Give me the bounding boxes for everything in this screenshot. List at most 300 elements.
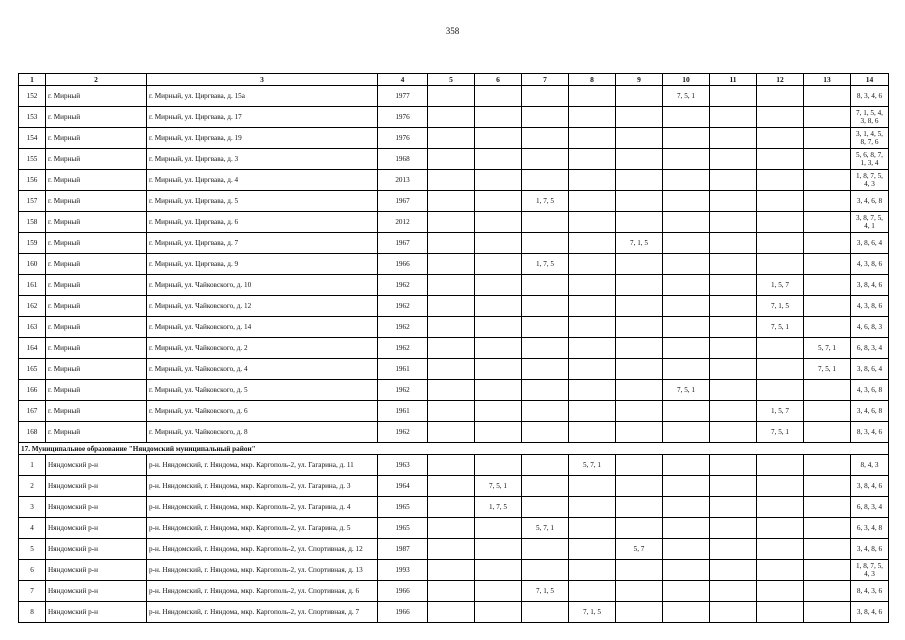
- value-cell-col-7: 5, 7, 1: [522, 518, 569, 539]
- address-cell: г. Мирный, ул. Циргвава, д. 7: [147, 233, 378, 254]
- table-row: [19, 422, 889, 443]
- address-cell: г. Мирный, ул. Циргвава, д. 6: [147, 212, 378, 233]
- value-cell-col-9: [616, 275, 663, 296]
- value-cell-col-5: [428, 560, 475, 581]
- column-header: 5: [428, 74, 475, 86]
- value-cell-col-7: [522, 233, 569, 254]
- value-cell-col-12: [757, 338, 804, 359]
- row-number: 167: [19, 401, 46, 422]
- value-cell-col-11: [710, 296, 757, 317]
- settlement-cell: г. Мирный: [46, 296, 147, 317]
- value-cell-col-8: [569, 539, 616, 560]
- row-number: 159: [19, 233, 46, 254]
- settlement-cell: г. Мирный: [46, 254, 147, 275]
- year-cell: 1961: [378, 401, 428, 422]
- settlement-cell: г. Мирный: [46, 422, 147, 443]
- value-cell-col-8: [569, 107, 616, 128]
- year-cell: 1967: [378, 191, 428, 212]
- value-cell-col-5: [428, 476, 475, 497]
- value-cell-col-14: 4, 3, 8, 6: [851, 254, 889, 275]
- value-cell-col-9: [616, 191, 663, 212]
- address-cell: г. Мирный, ул. Циргвава, д. 17: [147, 107, 378, 128]
- value-cell-col-6: [475, 317, 522, 338]
- value-cell-col-5: [428, 149, 475, 170]
- value-cell-col-5: [428, 191, 475, 212]
- value-cell-col-12: [757, 212, 804, 233]
- table-row: [19, 191, 889, 212]
- value-cell-col-12: [757, 359, 804, 380]
- column-header: 4: [378, 74, 428, 86]
- value-cell-col-6: [475, 359, 522, 380]
- value-cell-col-9: [616, 401, 663, 422]
- value-cell-col-14: 6, 3, 4, 8: [851, 518, 889, 539]
- value-cell-col-13: [804, 560, 851, 581]
- value-cell-col-7: [522, 128, 569, 149]
- value-cell-col-9: [616, 518, 663, 539]
- value-cell-col-7: 7, 1, 5: [522, 581, 569, 602]
- value-cell-col-12: [757, 476, 804, 497]
- value-cell-col-13: [804, 602, 851, 623]
- year-cell: 1977: [378, 86, 428, 107]
- value-cell-col-10: [663, 338, 710, 359]
- value-cell-col-5: [428, 380, 475, 401]
- value-cell-col-10: [663, 602, 710, 623]
- value-cell-col-6: [475, 86, 522, 107]
- year-cell: 1962: [378, 380, 428, 401]
- address-cell: г. Мирный, ул. Циргвава, д. 15а: [147, 86, 378, 107]
- row-number: 158: [19, 212, 46, 233]
- row-number: 2: [19, 476, 46, 497]
- address-cell: г. Мирный, ул. Чайковского, д. 14: [147, 317, 378, 338]
- value-cell-col-5: [428, 338, 475, 359]
- address-cell: р-н. Няндомский, г. Няндома, мкр. Каргополь-2, ул. Гагарина, д. 3: [147, 476, 378, 497]
- value-cell-col-7: [522, 212, 569, 233]
- value-cell-col-11: [710, 128, 757, 149]
- value-cell-col-9: [616, 497, 663, 518]
- value-cell-col-13: [804, 296, 851, 317]
- table-row: [19, 254, 889, 275]
- value-cell-col-6: [475, 149, 522, 170]
- address-cell: г. Мирный, ул. Чайковского, д. 8: [147, 422, 378, 443]
- year-cell: 1962: [378, 296, 428, 317]
- year-cell: 1966: [378, 602, 428, 623]
- value-cell-col-12: 7, 1, 5: [757, 296, 804, 317]
- value-cell-col-14: 3, 8, 6, 4: [851, 233, 889, 254]
- value-cell-col-14: 8, 4, 3, 6: [851, 581, 889, 602]
- value-cell-col-14: 3, 1, 4, 5, 8, 7, 6: [851, 128, 889, 149]
- value-cell-col-13: [804, 170, 851, 191]
- row-number: 5: [19, 539, 46, 560]
- table-row: [19, 560, 889, 581]
- value-cell-col-12: [757, 602, 804, 623]
- row-number: 166: [19, 380, 46, 401]
- value-cell-col-7: [522, 401, 569, 422]
- value-cell-col-8: [569, 401, 616, 422]
- table-row: [19, 455, 889, 476]
- table-row: [19, 476, 889, 497]
- value-cell-col-11: [710, 602, 757, 623]
- value-cell-col-8: [569, 422, 616, 443]
- address-cell: р-н. Няндомский, г. Няндома, мкр. Каргополь-2, ул. Спортивная, д. 6: [147, 581, 378, 602]
- value-cell-col-9: [616, 422, 663, 443]
- row-number: 154: [19, 128, 46, 149]
- value-cell-col-11: [710, 380, 757, 401]
- value-cell-col-7: [522, 296, 569, 317]
- value-cell-col-12: 7, 5, 1: [757, 317, 804, 338]
- value-cell-col-6: [475, 191, 522, 212]
- row-number: 168: [19, 422, 46, 443]
- settlement-cell: г. Мирный: [46, 233, 147, 254]
- value-cell-col-6: [475, 107, 522, 128]
- value-cell-col-10: [663, 107, 710, 128]
- value-cell-col-5: [428, 296, 475, 317]
- column-header: 11: [710, 74, 757, 86]
- value-cell-col-8: [569, 581, 616, 602]
- value-cell-col-7: [522, 275, 569, 296]
- table-row: [19, 128, 889, 149]
- row-number: 153: [19, 107, 46, 128]
- value-cell-col-14: 1, 8, 7, 5, 4, 3: [851, 170, 889, 191]
- value-cell-col-11: [710, 359, 757, 380]
- table-row: [19, 581, 889, 602]
- value-cell-col-14: 4, 3, 8, 6: [851, 296, 889, 317]
- year-cell: 1962: [378, 317, 428, 338]
- value-cell-col-13: [804, 149, 851, 170]
- settlement-cell: Няндомский р-н: [46, 539, 147, 560]
- year-cell: 1966: [378, 581, 428, 602]
- table-row: [19, 296, 889, 317]
- value-cell-col-11: [710, 422, 757, 443]
- value-cell-col-12: [757, 539, 804, 560]
- value-cell-col-10: [663, 401, 710, 422]
- value-cell-col-7: [522, 359, 569, 380]
- value-cell-col-5: [428, 233, 475, 254]
- column-header: 10: [663, 74, 710, 86]
- year-cell: 1962: [378, 422, 428, 443]
- value-cell-col-10: [663, 212, 710, 233]
- value-cell-col-5: [428, 581, 475, 602]
- value-cell-col-8: [569, 380, 616, 401]
- value-cell-col-8: [569, 275, 616, 296]
- value-cell-col-13: [804, 497, 851, 518]
- value-cell-col-10: [663, 560, 710, 581]
- settlement-cell: Няндомский р-н: [46, 476, 147, 497]
- column-header: 1: [19, 74, 46, 86]
- value-cell-col-9: [616, 380, 663, 401]
- column-header: 9: [616, 74, 663, 86]
- address-cell: г. Мирный, ул. Циргвава, д. 3: [147, 149, 378, 170]
- settlement-cell: г. Мирный: [46, 149, 147, 170]
- value-cell-col-6: [475, 128, 522, 149]
- value-cell-col-11: [710, 86, 757, 107]
- value-cell-col-7: [522, 149, 569, 170]
- value-cell-col-6: [475, 380, 522, 401]
- year-cell: 1961: [378, 359, 428, 380]
- value-cell-col-10: 7, 5, 1: [663, 380, 710, 401]
- year-cell: 1976: [378, 128, 428, 149]
- settlement-cell: г. Мирный: [46, 128, 147, 149]
- value-cell-col-12: [757, 497, 804, 518]
- settlement-cell: г. Мирный: [46, 191, 147, 212]
- value-cell-col-12: [757, 86, 804, 107]
- value-cell-col-13: [804, 455, 851, 476]
- value-cell-col-9: [616, 560, 663, 581]
- year-cell: 2012: [378, 212, 428, 233]
- address-cell: г. Мирный, ул. Чайковского, д. 2: [147, 338, 378, 359]
- value-cell-col-9: [616, 359, 663, 380]
- value-cell-col-7: [522, 86, 569, 107]
- value-cell-col-7: [522, 317, 569, 338]
- value-cell-col-10: [663, 476, 710, 497]
- value-cell-col-10: [663, 128, 710, 149]
- value-cell-col-6: 7, 5, 1: [475, 476, 522, 497]
- address-cell: г. Мирный, ул. Циргвава, д. 19: [147, 128, 378, 149]
- value-cell-col-11: [710, 107, 757, 128]
- address-cell: р-н. Няндомский, г. Няндома, мкр. Каргополь-2, ул. Спортивная, д. 12: [147, 539, 378, 560]
- value-cell-col-11: [710, 518, 757, 539]
- table-row: [19, 380, 889, 401]
- value-cell-col-5: [428, 86, 475, 107]
- year-cell: 1962: [378, 275, 428, 296]
- value-cell-col-10: [663, 581, 710, 602]
- value-cell-col-12: [757, 581, 804, 602]
- value-cell-col-7: [522, 455, 569, 476]
- value-cell-col-9: [616, 455, 663, 476]
- value-cell-col-7: [522, 539, 569, 560]
- value-cell-col-10: [663, 275, 710, 296]
- value-cell-col-7: [522, 476, 569, 497]
- value-cell-col-7: [522, 380, 569, 401]
- value-cell-col-11: [710, 560, 757, 581]
- value-cell-col-10: [663, 191, 710, 212]
- table-row: [19, 233, 889, 254]
- column-header: 6: [475, 74, 522, 86]
- settlement-cell: г. Мирный: [46, 275, 147, 296]
- value-cell-col-14: 3, 8, 4, 6: [851, 602, 889, 623]
- settlement-cell: г. Мирный: [46, 359, 147, 380]
- row-number: 6: [19, 560, 46, 581]
- value-cell-col-10: [663, 539, 710, 560]
- year-cell: 1967: [378, 233, 428, 254]
- value-cell-col-13: [804, 317, 851, 338]
- value-cell-col-5: [428, 401, 475, 422]
- table-row: [19, 317, 889, 338]
- value-cell-col-14: 3, 4, 6, 8: [851, 401, 889, 422]
- year-cell: 1968: [378, 149, 428, 170]
- table-row: [19, 86, 889, 107]
- value-cell-col-6: [475, 275, 522, 296]
- value-cell-col-11: [710, 275, 757, 296]
- value-cell-col-12: [757, 170, 804, 191]
- settlement-cell: г. Мирный: [46, 212, 147, 233]
- value-cell-col-13: [804, 476, 851, 497]
- value-cell-col-10: [663, 149, 710, 170]
- column-header: 13: [804, 74, 851, 86]
- table-row: [19, 107, 889, 128]
- value-cell-col-9: 7, 1, 5: [616, 233, 663, 254]
- value-cell-col-13: [804, 212, 851, 233]
- value-cell-col-8: [569, 518, 616, 539]
- value-cell-col-14: 5, 6, 8, 7, 1, 3, 4: [851, 149, 889, 170]
- address-cell: г. Мирный, ул. Чайковского, д. 5: [147, 380, 378, 401]
- value-cell-col-11: [710, 254, 757, 275]
- settlement-cell: г. Мирный: [46, 107, 147, 128]
- data-table: [18, 73, 889, 623]
- column-header: 14: [851, 74, 889, 86]
- value-cell-col-9: 5, 7: [616, 539, 663, 560]
- value-cell-col-9: [616, 170, 663, 191]
- value-cell-col-8: [569, 476, 616, 497]
- address-cell: р-н. Няндомский, г. Няндома, мкр. Каргополь-2, ул. Гагарина, д. 4: [147, 497, 378, 518]
- value-cell-col-6: [475, 539, 522, 560]
- value-cell-col-6: 1, 7, 5: [475, 497, 522, 518]
- row-number: 3: [19, 497, 46, 518]
- row-number: 8: [19, 602, 46, 623]
- value-cell-col-7: [522, 422, 569, 443]
- section-row: [19, 443, 889, 455]
- value-cell-col-9: [616, 602, 663, 623]
- value-cell-col-14: 8, 4, 3: [851, 455, 889, 476]
- value-cell-col-5: [428, 455, 475, 476]
- value-cell-col-6: [475, 581, 522, 602]
- value-cell-col-10: [663, 518, 710, 539]
- address-cell: р-н. Няндомский, г. Няндома, мкр. Каргополь-2, ул. Спортивная, д. 13: [147, 560, 378, 581]
- year-cell: 1963: [378, 455, 428, 476]
- value-cell-col-5: [428, 254, 475, 275]
- row-number: 160: [19, 254, 46, 275]
- settlement-cell: Няндомский р-н: [46, 581, 147, 602]
- value-cell-col-8: [569, 254, 616, 275]
- value-cell-col-10: [663, 233, 710, 254]
- value-cell-col-14: 3, 8, 4, 6: [851, 275, 889, 296]
- year-cell: 1965: [378, 518, 428, 539]
- value-cell-col-8: [569, 359, 616, 380]
- value-cell-col-5: [428, 212, 475, 233]
- year-cell: 1976: [378, 107, 428, 128]
- column-header: 7: [522, 74, 569, 86]
- column-header: 12: [757, 74, 804, 86]
- header-row: [19, 74, 889, 86]
- value-cell-col-11: [710, 317, 757, 338]
- value-cell-col-6: [475, 296, 522, 317]
- value-cell-col-5: [428, 497, 475, 518]
- value-cell-col-5: [428, 128, 475, 149]
- value-cell-col-6: [475, 254, 522, 275]
- settlement-cell: г. Мирный: [46, 86, 147, 107]
- value-cell-col-12: [757, 455, 804, 476]
- value-cell-col-14: 3, 4, 6, 8: [851, 191, 889, 212]
- value-cell-col-11: [710, 212, 757, 233]
- settlement-cell: г. Мирный: [46, 380, 147, 401]
- table-row: [19, 539, 889, 560]
- value-cell-col-7: [522, 107, 569, 128]
- table-row: [19, 518, 889, 539]
- column-header: 3: [147, 74, 378, 86]
- value-cell-col-8: [569, 338, 616, 359]
- value-cell-col-10: [663, 170, 710, 191]
- table-row: [19, 275, 889, 296]
- address-cell: г. Мирный, ул. Чайковского, д. 12: [147, 296, 378, 317]
- value-cell-col-9: [616, 476, 663, 497]
- settlement-cell: Няндомский р-н: [46, 518, 147, 539]
- year-cell: 1966: [378, 254, 428, 275]
- value-cell-col-9: [616, 581, 663, 602]
- value-cell-col-7: [522, 338, 569, 359]
- address-cell: г. Мирный, ул. Чайковского, д. 10: [147, 275, 378, 296]
- value-cell-col-6: [475, 401, 522, 422]
- value-cell-col-8: [569, 497, 616, 518]
- value-cell-col-6: [475, 455, 522, 476]
- value-cell-col-6: [475, 170, 522, 191]
- value-cell-col-5: [428, 317, 475, 338]
- value-cell-col-12: 1, 5, 7: [757, 401, 804, 422]
- value-cell-col-14: 1, 8, 7, 5, 4, 3: [851, 560, 889, 581]
- value-cell-col-11: [710, 170, 757, 191]
- table-row: [19, 497, 889, 518]
- value-cell-col-10: [663, 422, 710, 443]
- value-cell-col-11: [710, 338, 757, 359]
- value-cell-col-6: [475, 560, 522, 581]
- table-row: [19, 170, 889, 191]
- value-cell-col-6: [475, 212, 522, 233]
- value-cell-col-14: 8, 3, 4, 6: [851, 86, 889, 107]
- address-cell: г. Мирный, ул. Чайковского, д. 6: [147, 401, 378, 422]
- row-number: 156: [19, 170, 46, 191]
- value-cell-col-5: [428, 275, 475, 296]
- value-cell-col-13: [804, 233, 851, 254]
- value-cell-col-14: 4, 6, 8, 3: [851, 317, 889, 338]
- settlement-cell: г. Мирный: [46, 401, 147, 422]
- value-cell-col-10: [663, 254, 710, 275]
- year-cell: 1993: [378, 560, 428, 581]
- value-cell-col-6: [475, 422, 522, 443]
- value-cell-col-13: 5, 7, 1: [804, 338, 851, 359]
- value-cell-col-8: [569, 86, 616, 107]
- year-cell: 1964: [378, 476, 428, 497]
- value-cell-col-7: 1, 7, 5: [522, 254, 569, 275]
- value-cell-col-8: [569, 317, 616, 338]
- page-number: 358: [445, 26, 460, 36]
- value-cell-col-12: [757, 560, 804, 581]
- value-cell-col-11: [710, 539, 757, 560]
- value-cell-col-13: [804, 401, 851, 422]
- address-cell: г. Мирный, ул. Циргвава, д. 4: [147, 170, 378, 191]
- settlement-cell: г. Мирный: [46, 338, 147, 359]
- value-cell-col-13: [804, 86, 851, 107]
- value-cell-col-5: [428, 170, 475, 191]
- value-cell-col-14: 3, 8, 6, 4: [851, 359, 889, 380]
- value-cell-col-10: [663, 359, 710, 380]
- value-cell-col-7: [522, 560, 569, 581]
- value-cell-col-11: [710, 149, 757, 170]
- value-cell-col-11: [710, 233, 757, 254]
- row-number: 7: [19, 581, 46, 602]
- value-cell-col-9: [616, 254, 663, 275]
- value-cell-col-10: 7, 5, 1: [663, 86, 710, 107]
- value-cell-col-8: [569, 191, 616, 212]
- value-cell-col-14: 3, 8, 4, 6: [851, 476, 889, 497]
- row-number: 152: [19, 86, 46, 107]
- value-cell-col-11: [710, 581, 757, 602]
- row-number: 162: [19, 296, 46, 317]
- settlement-cell: Няндомский р-н: [46, 455, 147, 476]
- value-cell-col-13: [804, 254, 851, 275]
- year-cell: 1987: [378, 539, 428, 560]
- value-cell-col-5: [428, 539, 475, 560]
- value-cell-col-13: [804, 128, 851, 149]
- value-cell-col-11: [710, 476, 757, 497]
- table-row: [19, 401, 889, 422]
